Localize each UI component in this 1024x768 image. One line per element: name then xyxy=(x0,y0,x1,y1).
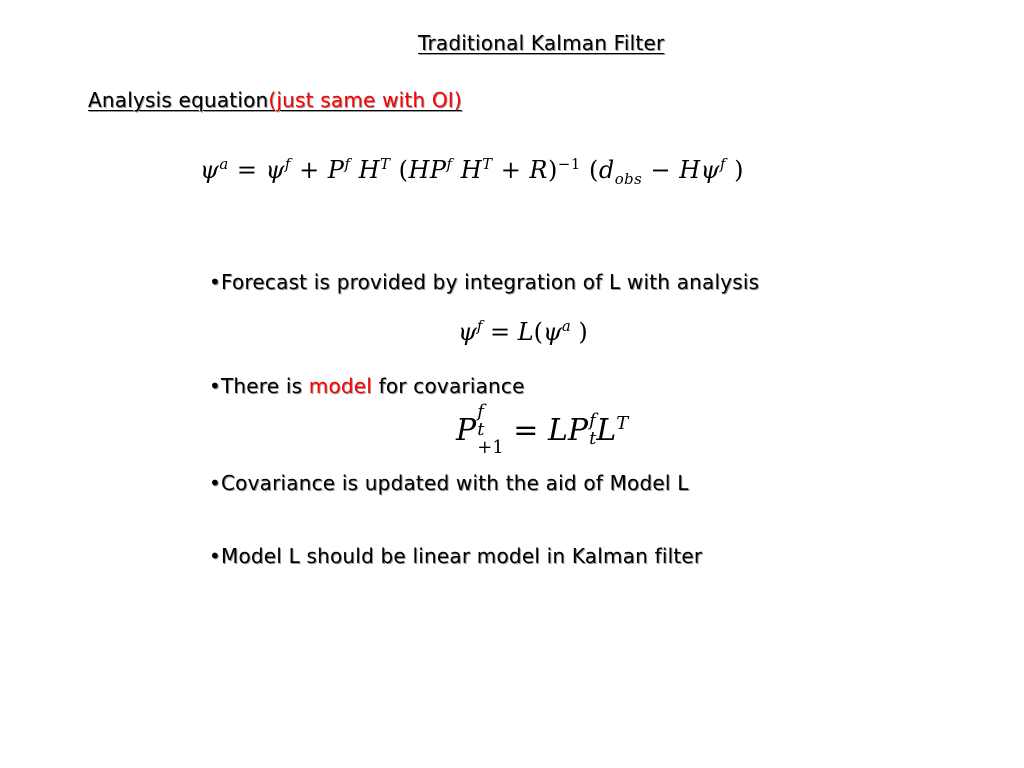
bullet-covariance-update: •Covariance is updated with the aid of Model L xyxy=(209,471,689,495)
slide-title: Traditional Kalman Filter xyxy=(418,31,665,55)
analysis-equation-label: Analysis equation xyxy=(88,88,269,112)
covariance-equation-formula: P f t +1 = LP f t $L^T$ xyxy=(456,401,629,458)
analysis-equation-heading xyxy=(88,88,462,112)
bullet-covariance-model xyxy=(209,374,525,398)
bullet-covariance-prefix: •There is xyxy=(209,374,309,398)
bullet-covariance-suffix: for covariance xyxy=(372,374,525,398)
forecast-equation-formula: $\psi^f = L(\psi^a$ ) xyxy=(458,317,588,346)
bullet-linear-model: •Model L should be linear model in Kalman filter xyxy=(209,544,703,568)
model-highlight: model xyxy=(308,374,373,398)
analysis-equation-formula: $\psi^a = \psi^f + P^f$ $H^T$ ($HP^f$ $H^T + R)^{-1}$ ($d_{obs} - H\psi^f$ ) xyxy=(200,155,744,188)
same-with-oi-note: (just same with OI) xyxy=(268,88,462,112)
bullet-forecast: •Forecast is provided by integration of L with analysis xyxy=(209,270,760,294)
